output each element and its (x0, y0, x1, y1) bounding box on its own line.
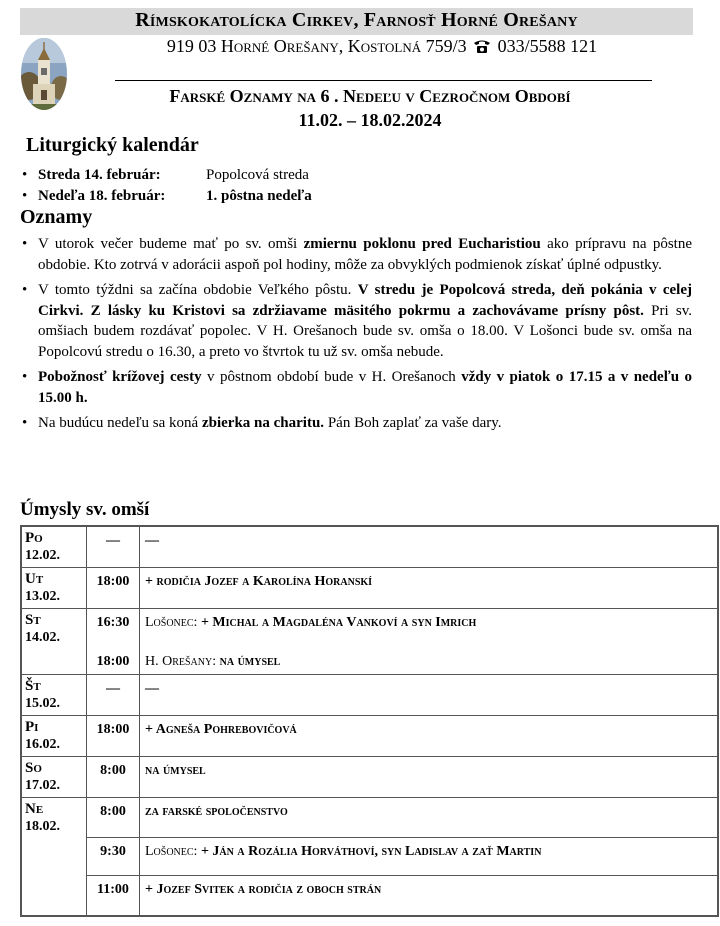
mass-intention (145, 533, 717, 553)
mass-intent-cell (140, 568, 719, 609)
address-text: 919 03 Horné Orešany, Kostolná 759/3 (166, 36, 467, 56)
notice-text: ako prípravu na pôstne obdobie. Kto zotrvá v adorácii aspoň pol hodiny, môže za obvyklých podmienok získať úplné odpustky. (38, 236, 692, 273)
mass-row (21, 609, 718, 675)
mass-time: — (106, 533, 120, 548)
day-abbr: St (25, 612, 41, 628)
day-date: 12.02. (25, 548, 60, 563)
mass-intent-text: na úmysel (145, 763, 206, 778)
mass-intent-text: + Michal a Magdaléna Vankoví a syn Imrich (200, 615, 477, 630)
mass-time: 18:00 (96, 574, 130, 589)
masses-heading: Úmysly sv. omší (20, 499, 150, 520)
mass-time: 18:00 (96, 654, 130, 669)
mass-day (21, 757, 87, 798)
notice-text: V utorok večer budeme mať po sv. omši (38, 236, 304, 252)
mass-intention (145, 615, 717, 635)
day-abbr: So (25, 760, 42, 776)
mass-time-cell (87, 609, 140, 675)
liturgical-list (22, 165, 712, 207)
mass-time-cell (87, 876, 140, 916)
header-divider (115, 80, 652, 81)
mass-intent-cell (140, 716, 719, 757)
notice-emphasis: zmiernu poklonu pred Eucharistiou (303, 236, 541, 252)
mass-intent-text: + Jozef Svitek a rodičia z oboch strán (145, 882, 382, 897)
notice-text: Pri sv. omšiach budem rozdávať popolec. V H. Orešanoch bude sv. omša o 18.00. V Lošonci bude sv. omša na Popolcovú stredu o 16.30, a preto vo štvrtok tu už sv. omša nebude. (38, 302, 692, 360)
mass-intention (145, 722, 717, 742)
announcement-title: Farské Oznamy na 6 . Nedeľu v Cezročnom Období (169, 86, 571, 106)
notice-text: Pán Boh zaplať za vaše dary. (324, 415, 502, 431)
notice-item (22, 367, 692, 408)
mass-time: 18:00 (96, 722, 130, 737)
mass-intent-text: — (145, 533, 159, 548)
mass-intent-cell (140, 609, 719, 675)
mass-intention (145, 681, 717, 701)
bullet-icon: • (22, 369, 28, 385)
bullet-icon: • (22, 188, 28, 204)
liturgical-date: Nedeľa 18. február: (38, 188, 166, 204)
bullet-icon: • (22, 236, 28, 252)
announcement-dates: 11.02. – 18.02.2024 (298, 110, 442, 130)
bullet-icon: • (22, 282, 28, 298)
liturgical-name: 1. pôstna nedeľa (206, 188, 312, 204)
notice-text: v pôstnom období bude v H. Orešanoch (201, 369, 462, 385)
day-date: 17.02. (25, 778, 60, 793)
mass-time: 16:30 (96, 615, 130, 630)
mass-intent-text: — (145, 681, 159, 696)
mass-row (21, 757, 718, 798)
mass-time-cell (87, 568, 140, 609)
liturgical-name: Popolcová streda (206, 167, 309, 183)
day-abbr: Po (25, 530, 43, 546)
day-abbr: Pi (25, 719, 39, 735)
mass-row (21, 838, 718, 876)
mass-time: 8:00 (100, 763, 126, 778)
notice-item (22, 234, 692, 275)
bullet-icon: • (22, 415, 28, 431)
mass-day (21, 526, 87, 568)
mass-day (21, 798, 87, 916)
mass-time: 11:00 (97, 882, 129, 897)
day-date: 13.02. (25, 589, 60, 604)
mass-time: — (106, 681, 120, 696)
mass-intention (145, 804, 717, 824)
mass-row (21, 876, 718, 916)
mass-time-cell (87, 716, 140, 757)
liturgical-item (22, 165, 712, 186)
liturgical-date: Streda 14. február: (38, 167, 161, 183)
mass-day (21, 609, 87, 675)
liturgical-heading: Liturgický kalendár (26, 134, 199, 156)
mass-place: Lošonec: (145, 615, 201, 630)
mass-intent-text: na úmysel (219, 654, 281, 669)
mass-intention (145, 654, 717, 674)
mass-time-cell (87, 675, 140, 716)
parish-address (112, 36, 652, 57)
mass-intent-text: + Ján a Rozália Horváthoví, syn Ladislav a zať Martin (200, 844, 542, 859)
mass-time-cell (87, 526, 140, 568)
notice-emphasis: V stredu je Popolcová streda, deň pokánia v celej Cirkvi. Z lásky ku Kristovi sa zdržiavame mäsitého pokrmu a zachovávame prísny pôst. (38, 282, 692, 319)
mass-intent-cell (140, 798, 719, 838)
notice-text: V tomto týždni sa začína obdobie Veľkého pôstu. (38, 282, 358, 298)
mass-row (21, 526, 718, 568)
day-date: 14.02. (25, 630, 60, 645)
mass-time-cell (87, 838, 140, 876)
parish-title: Rímskokatolícka Cirkev, Farnosť Horné Orešany (135, 9, 578, 31)
mass-intent-cell (140, 757, 719, 798)
mass-day (21, 675, 87, 716)
mass-intent-cell (140, 838, 719, 876)
mass-time-cell (87, 757, 140, 798)
notices-heading: Oznamy (20, 206, 93, 228)
mass-row (21, 716, 718, 757)
mass-place: H. Orešany: (145, 654, 220, 669)
mass-place: Lošonec: (145, 844, 201, 859)
day-date: 16.02. (25, 737, 60, 752)
day-abbr: Ut (25, 571, 44, 587)
mass-intent-text: + rodičia Jozef a Karolína Horanskí (145, 574, 373, 589)
mass-intention (145, 763, 717, 783)
mass-row (21, 675, 718, 716)
mass-intent-text: + Agneša Pohrebovičová (145, 722, 297, 737)
mass-intent-text: za farské spoločenstvo (145, 804, 288, 819)
mass-intent-cell (140, 675, 719, 716)
mass-row (21, 568, 718, 609)
day-abbr: Št (25, 678, 41, 694)
notice-item (22, 280, 692, 362)
notices-list (22, 234, 692, 439)
mass-intent-cell (140, 876, 719, 916)
mass-intentions-table (20, 525, 719, 917)
mass-intent-cell (140, 526, 719, 568)
mass-time: 9:30 (100, 844, 126, 859)
phone-icon (473, 38, 491, 53)
day-abbr: Ne (25, 801, 44, 817)
mass-intention (145, 882, 717, 902)
liturgical-item (22, 186, 712, 207)
notice-item (22, 413, 692, 434)
mass-time-cell (87, 798, 140, 838)
mass-time: 8:00 (100, 804, 126, 819)
day-date: 15.02. (25, 696, 60, 711)
notice-emphasis: vždy v piatok o 17.15 a v nedeľu o 15.00 h. (38, 369, 692, 406)
mass-intention (145, 574, 717, 594)
notice-emphasis: zbierka na charitu. (201, 415, 325, 431)
notice-emphasis: Pobožnosť krížovej cesty (38, 369, 202, 385)
day-date: 18.02. (25, 819, 60, 834)
mass-intention (145, 844, 717, 864)
phone-number: 033/5588 121 (497, 36, 598, 56)
notice-text: Na budúcu nedeľu sa koná (38, 415, 202, 431)
bullet-icon: • (22, 167, 28, 183)
mass-day (21, 716, 87, 757)
mass-day (21, 568, 87, 609)
mass-row (21, 798, 718, 838)
